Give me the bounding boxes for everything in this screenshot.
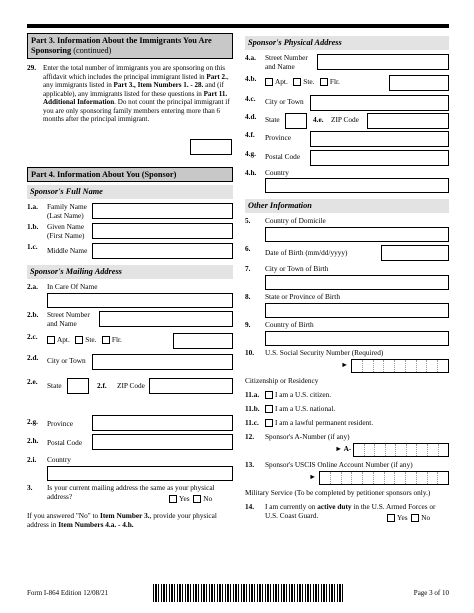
barcode-image xyxy=(153,584,345,602)
military-label: Military Service (To be completed by petitioner sponsors only.) xyxy=(245,488,431,497)
same-address-no-checkbox[interactable] xyxy=(193,495,201,503)
left-column xyxy=(27,33,233,529)
item-29-input[interactable] xyxy=(190,139,232,155)
item-14-number: 14. xyxy=(245,502,255,511)
item-29-number: 29. xyxy=(27,63,37,72)
country-birth-label: Country of Birth xyxy=(265,320,314,329)
item-4e-number: 4.e. xyxy=(313,115,324,124)
state-birth-label: State or Province of Birth xyxy=(265,292,340,301)
top-rule xyxy=(27,24,449,28)
mail-province-input[interactable] xyxy=(92,415,233,431)
item-8-number: 8. xyxy=(245,292,251,301)
a-number-input[interactable] xyxy=(353,443,449,457)
item-2b-number: 2.b. xyxy=(27,310,39,319)
mail-ste-label: Ste. xyxy=(85,335,97,344)
physical-address-header: Sponsor's Physical Address xyxy=(245,36,449,50)
item-11a-number: 11.a. xyxy=(245,390,260,399)
phys-street-label: Street Number and Name xyxy=(265,53,308,71)
item-4d-number: 4.d. xyxy=(245,112,257,121)
family-name-label: Family Name (Last Name) xyxy=(47,202,87,220)
item-13-number: 13. xyxy=(245,460,255,469)
us-citizen-checkbox[interactable] xyxy=(265,391,273,399)
item-12-number: 12. xyxy=(245,432,255,441)
mail-postal-input[interactable] xyxy=(92,434,233,450)
same-address-yes-checkbox[interactable] xyxy=(169,495,177,503)
citizenship-label: Citizenship or Residency xyxy=(245,376,319,385)
item-4a-number: 4.a. xyxy=(245,53,256,62)
domicile-label: Country of Domicile xyxy=(265,216,326,225)
phys-unit-input[interactable] xyxy=(389,75,449,91)
part3-header xyxy=(27,33,233,59)
phys-province-label: Province xyxy=(265,133,291,142)
active-duty-yes-label: Yes xyxy=(397,513,408,522)
mail-flr-checkbox[interactable] xyxy=(102,336,110,344)
item-1b-number: 1.b. xyxy=(27,222,39,231)
phys-flr-label: Flr. xyxy=(329,77,340,86)
uscis-account-input[interactable] xyxy=(319,471,449,485)
item-2d-number: 2.d. xyxy=(27,353,39,362)
country-birth-input[interactable] xyxy=(265,331,449,346)
item-4f-number: 4.f. xyxy=(245,130,255,139)
phys-city-label: City or Town xyxy=(265,97,304,106)
mail-flr-label: Flr. xyxy=(111,335,122,344)
phys-province-input[interactable] xyxy=(310,131,449,147)
phys-postal-label: Postal Code xyxy=(265,152,301,161)
phys-flr-checkbox[interactable] xyxy=(320,78,328,86)
item-10-number: 10. xyxy=(245,348,255,357)
page-number: Page 3 of 10 xyxy=(413,589,449,597)
family-name-input[interactable] xyxy=(92,203,233,219)
same-address-note: If you answered "No" to Item Number 3., provide your physical address in Item Numbers 4.a. - 4.h. xyxy=(27,511,217,529)
item-1a-number: 1.a. xyxy=(27,202,38,211)
item-2i-number: 2.i. xyxy=(27,455,37,464)
care-of-label: In Care Of Name xyxy=(47,282,98,291)
item-2e-number: 2.e. xyxy=(27,377,38,386)
item-9-number: 9. xyxy=(245,320,251,329)
same-address-yes-label: Yes xyxy=(179,494,190,503)
mail-ste-checkbox[interactable] xyxy=(75,336,83,344)
mail-postal-label: Postal Code xyxy=(47,438,83,447)
phys-postal-input[interactable] xyxy=(310,150,449,166)
city-birth-input[interactable] xyxy=(265,275,449,290)
phys-zip-input[interactable] xyxy=(367,113,449,129)
part4-header xyxy=(27,167,233,182)
phys-country-label: Country xyxy=(265,168,289,177)
part3-title-suffix: (continued) xyxy=(73,45,112,55)
phys-zip-label: ZIP Code xyxy=(331,115,359,124)
phys-street-input[interactable] xyxy=(317,54,449,70)
middle-name-label: Middle Name xyxy=(47,246,88,255)
phys-apt-label: Apt. xyxy=(275,77,288,86)
part3-title: Part 3. Information About the Immigrants You Are Sponsoring xyxy=(31,36,212,55)
active-duty-no-checkbox[interactable] xyxy=(411,514,419,522)
uscis-arrow-icon: ► xyxy=(309,472,317,481)
dob-input[interactable] xyxy=(381,245,449,261)
given-name-input[interactable] xyxy=(92,223,233,239)
city-birth-label: City or Town of Birth xyxy=(265,264,329,273)
ssn-arrow-icon: ► xyxy=(341,360,349,369)
mail-unit-input[interactable] xyxy=(173,333,233,349)
same-address-no-label: No xyxy=(203,494,213,503)
us-national-checkbox[interactable] xyxy=(265,405,273,413)
form-edition: Form I-864 Edition 12/08/21 xyxy=(27,589,109,597)
lpr-checkbox[interactable] xyxy=(265,419,273,427)
mail-apt-checkbox[interactable] xyxy=(47,336,55,344)
item-2f-number: 2.f. xyxy=(97,381,107,390)
same-address-question: Is your current mailing address the same as your physical address? xyxy=(47,483,215,501)
lpr-label: I am a lawful permanent resident. xyxy=(275,418,374,427)
mail-zip-input[interactable] xyxy=(149,378,233,394)
item-11c-number: 11.c. xyxy=(245,418,259,427)
state-birth-input[interactable] xyxy=(265,303,449,318)
care-of-input[interactable] xyxy=(47,293,233,308)
mail-street-input[interactable] xyxy=(99,311,233,327)
item-6-number: 6. xyxy=(245,244,251,253)
middle-name-input[interactable] xyxy=(92,243,233,259)
mail-country-label: Country xyxy=(47,455,71,464)
item-4h-number: 4.h. xyxy=(245,168,257,177)
mail-province-label: Province xyxy=(47,419,73,428)
item-11b-number: 11.b. xyxy=(245,404,260,413)
item-3-number: 3. xyxy=(27,483,33,492)
phys-ste-label: Ste. xyxy=(303,77,315,86)
mail-zip-label: ZIP Code xyxy=(117,381,145,390)
item-1c-number: 1.c. xyxy=(27,242,38,251)
phys-state-label: State xyxy=(265,115,280,124)
item-7-number: 7. xyxy=(245,264,251,273)
other-info-header: Other Information xyxy=(245,199,449,213)
uscis-account-label: Sponsor's USCIS Online Account Number (if any) xyxy=(265,460,413,469)
item-2c-number: 2.c. xyxy=(27,332,38,341)
item-2g-number: 2.g. xyxy=(27,417,38,426)
mailing-address-header: Sponsor's Mailing Address xyxy=(27,265,233,279)
mail-street-label: Street Number and Name xyxy=(47,310,90,328)
phys-state-select[interactable] xyxy=(285,113,307,129)
part4-title: Part 4. Information About You (Sponsor) xyxy=(31,170,177,179)
mail-state-select[interactable] xyxy=(67,378,89,394)
phys-apt-checkbox[interactable] xyxy=(265,78,273,86)
mail-city-input[interactable] xyxy=(92,354,233,370)
active-duty-yes-checkbox[interactable] xyxy=(387,514,395,522)
phys-country-input[interactable] xyxy=(265,178,449,193)
item-5-number: 5. xyxy=(245,216,251,225)
item-29-text: Enter the total number of immigrants you are sponsoring on this affidavit which includes the principal immigrant listed in Part 2., any immigrants listed in Part 3., Item Numbers 1. - 28. and (if applicable), any immigrants listed for these questions in Part 11. Additional Information. Do not count the principal immigrant if you are only sponsoring family members entering more than 6 months after the principal immigrant. xyxy=(43,64,230,123)
phys-ste-checkbox[interactable] xyxy=(293,78,301,86)
item-4c-number: 4.c. xyxy=(245,94,256,103)
item-4g-number: 4.g. xyxy=(245,149,256,158)
item-4b-number: 4.b. xyxy=(245,74,257,83)
mail-country-input[interactable] xyxy=(47,466,233,481)
mail-apt-label: Apt. xyxy=(57,335,70,344)
a-number-prefix: ► A- xyxy=(335,444,352,453)
dob-label: Date of Birth (mm/dd/yyyy) xyxy=(265,248,348,257)
item-2h-number: 2.h. xyxy=(27,436,39,445)
us-citizen-label: I am a U.S. citizen. xyxy=(275,390,332,399)
active-duty-no-label: No xyxy=(421,513,431,522)
item-2a-number: 2.a. xyxy=(27,282,38,291)
mail-city-label: City or Town xyxy=(47,356,86,365)
mail-state-label: State xyxy=(47,381,62,390)
full-name-header: Sponsor's Full Name xyxy=(27,185,233,199)
ssn-label: U.S. Social Security Number (Required) xyxy=(265,348,384,357)
us-national-label: I am a U.S. national. xyxy=(275,404,336,413)
ssn-input[interactable] xyxy=(351,359,449,373)
domicile-input[interactable] xyxy=(265,227,449,242)
phys-city-input[interactable] xyxy=(310,95,449,111)
a-number-label: Sponsor's A-Number (if any) xyxy=(265,432,350,441)
given-name-label: Given Name (First Name) xyxy=(47,222,85,240)
